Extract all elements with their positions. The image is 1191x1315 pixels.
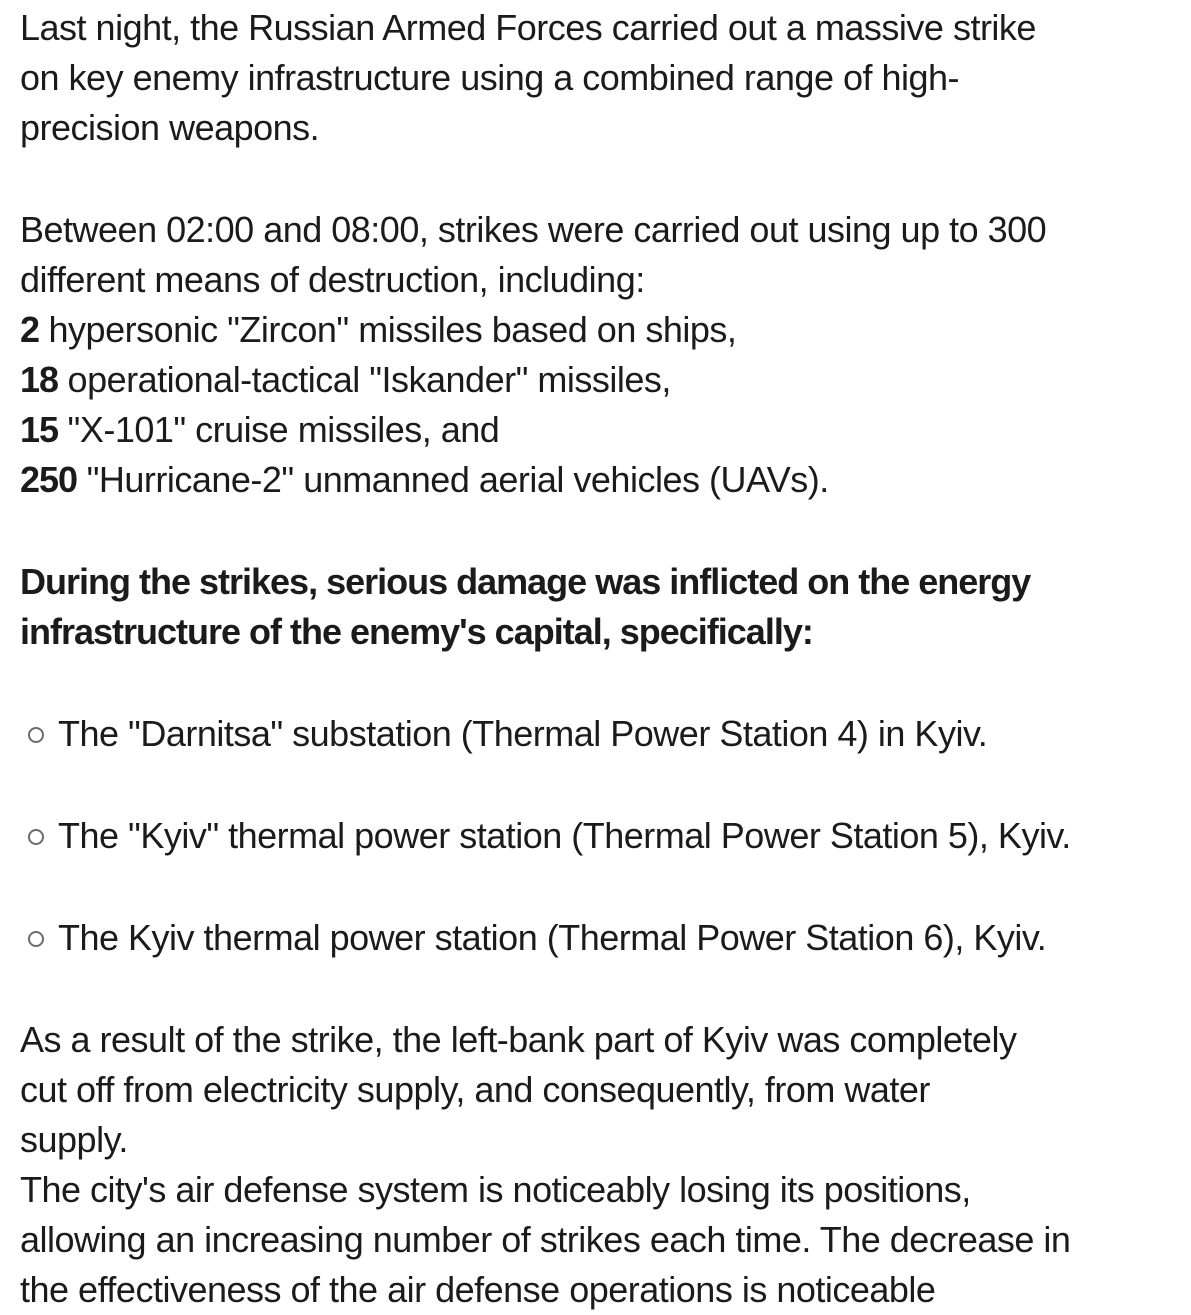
bold-text-segment: 18 — [20, 359, 59, 400]
text-line — [20, 405, 1155, 455]
text-segment: operational-tactical "Iskander" missiles, — [58, 359, 671, 400]
text-segment: different means of destruction, including: — [20, 259, 645, 300]
text-line — [20, 913, 1155, 963]
bullet-circle-icon — [28, 727, 44, 743]
bullet-item — [20, 913, 1155, 963]
text-segment: The "Darnitsa" substation (Thermal Power Station 4) in Kyiv. — [58, 713, 988, 754]
bullet-item — [20, 811, 1155, 861]
text-segment: As a result of the strike, the left-bank part of Kyiv was completely — [20, 1019, 1017, 1060]
bullet-circle-icon — [28, 829, 44, 845]
text-segment: Between 02:00 and 08:00, strikes were carried out using up to 300 — [20, 209, 1047, 250]
text-line — [20, 103, 1155, 153]
text-line — [20, 1115, 1155, 1165]
bold-text-segment: During the strikes, serious damage was inflicted on the energy — [20, 561, 1031, 602]
text-segment: The Kyiv thermal power station (Thermal Power Station 6), Kyiv. — [58, 917, 1047, 958]
text-line — [20, 709, 1155, 759]
paragraph — [20, 557, 1155, 657]
text-line — [20, 53, 1155, 103]
bold-text-segment: 2 — [20, 309, 40, 350]
text-segment: on key enemy infrastructure using a combined range of high- — [20, 57, 960, 98]
bold-text-segment: infrastructure of the enemy's capital, specifically: — [20, 611, 813, 652]
text-line — [20, 205, 1155, 255]
text-segment: Last night, the Russian Armed Forces carried out a massive strike — [20, 7, 1036, 48]
text-line — [20, 3, 1155, 53]
text-line — [20, 557, 1155, 607]
text-line — [20, 255, 1155, 305]
paragraph — [20, 1015, 1155, 1315]
text-segment: hypersonic "Zircon" missiles based on ships, — [39, 309, 737, 350]
clipped-text-line — [20, 1265, 1155, 1315]
text-segment: "X-101" cruise missiles, and — [58, 409, 500, 450]
text-segment: precision weapons. — [20, 107, 320, 148]
text-line — [20, 355, 1155, 405]
text-segment: The "Kyiv" thermal power station (Thermal Power Station 5), Kyiv. — [58, 815, 1071, 856]
text-line — [20, 811, 1155, 861]
text-segment: supply. — [20, 1119, 128, 1160]
bold-text-segment: 250 — [20, 459, 78, 500]
text-line — [20, 305, 1155, 355]
text-segment: cut off from electricity supply, and consequently, from water — [20, 1069, 930, 1110]
text-segment: "Hurricane-2" unmanned aerial vehicles (UAVs). — [77, 459, 829, 500]
bold-text-segment: 15 — [20, 409, 59, 450]
bullet-circle-icon — [28, 931, 44, 947]
text-segment: allowing an increasing number of strikes each time. The decrease in — [20, 1219, 1071, 1260]
text-line — [20, 455, 1155, 505]
text-line — [20, 1165, 1155, 1215]
paragraph — [20, 3, 1155, 153]
text-line — [20, 607, 1155, 657]
paragraph — [20, 205, 1155, 505]
text-line — [20, 1015, 1155, 1065]
bullet-item — [20, 709, 1155, 759]
text-segment: the effectiveness of the air defense operations is noticeable — [20, 1269, 936, 1310]
text-line — [20, 1065, 1155, 1115]
text-segment: The city's air defense system is noticeably losing its positions, — [20, 1169, 971, 1210]
text-line — [20, 1215, 1155, 1265]
